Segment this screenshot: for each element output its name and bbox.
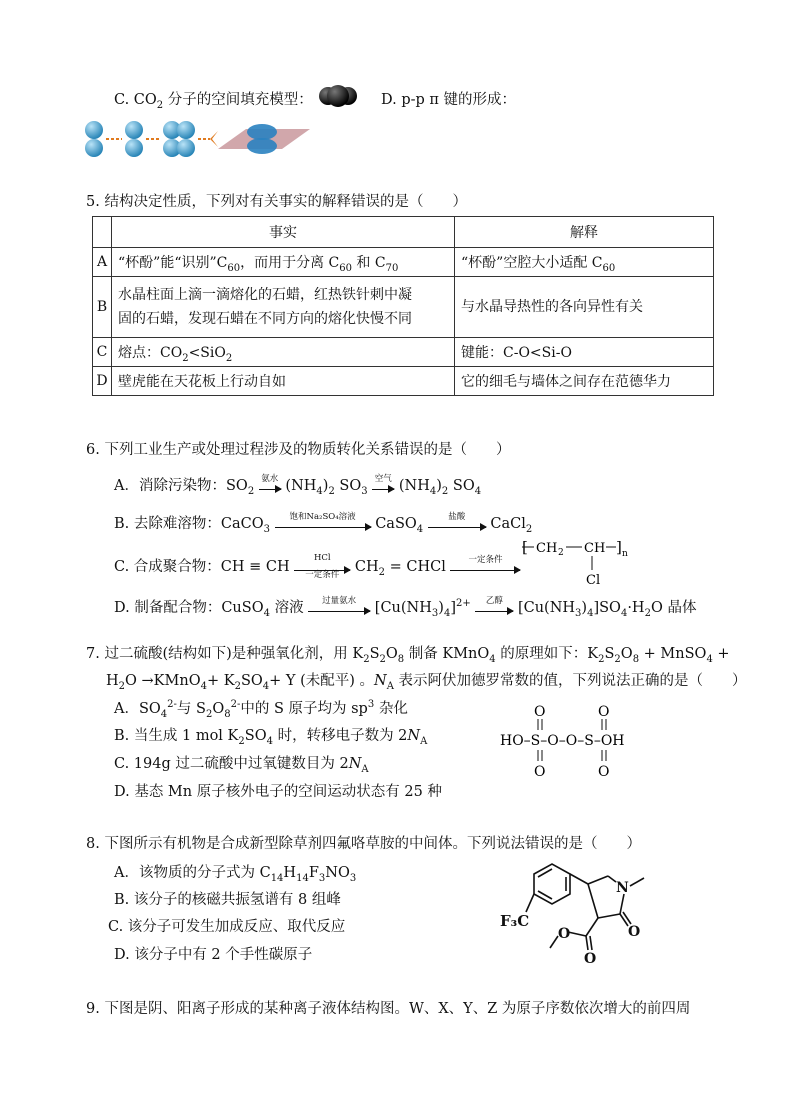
q6-stem: 6. 下列工业生产或处理过程涉及的物质转化关系错误的是（ ）: [86, 442, 511, 458]
q7-option-a: A．$SO_4^{2-}$与 $S_2O_8^{2-}$中的 S 原子均为 $sp^3$ 杂化: [114, 699, 408, 720]
svg-text:O: O: [558, 926, 571, 942]
svg-text:HO–S–O–O–S–OH: HO–S–O–O–S–OH: [500, 733, 625, 749]
svg-text:O: O: [534, 704, 546, 720]
organic-intermediate-structure: [496, 856, 656, 968]
table-row: D 壁虎能在天花板上行动自如 它的细毛与墙体之间存在范德华力: [93, 367, 714, 396]
svg-text:N: N: [616, 880, 629, 896]
svg-text:O: O: [598, 704, 610, 720]
q5-table: [92, 216, 714, 396]
q7-option-d: D. 基态 Mn 原子核外电子的空间运动状态有 25 种: [114, 784, 442, 800]
table-row: A “杯酚”能“识别$”C_{60}$，而用于分离 $C_{60}$ 和 $C_{70}$ “杯酚”空腔大小适配 $C_{60}$: [93, 248, 714, 277]
q8-option-b: B. 该分子的核磁共振氢谱有 8 组峰: [114, 892, 341, 908]
header-fact: 事实: [112, 217, 455, 248]
peroxydisulfuric-acid-structure: [496, 702, 656, 782]
q4-option-c: C. $CO_2$ 分子的空间填充模型：: [114, 92, 313, 111]
q7-option-c: C. 194g 过二硫酸中过氧键数目为 $2N_A$: [114, 756, 369, 775]
p-orbital-overlap: [163, 121, 195, 157]
pvc-polymer-structure: [520, 534, 630, 586]
q7-stem-line1: 7. 过二硫酸(结构如下)是种强氧化剂，用 $K_2S_2O_8$ 制备 KMnO$_4$ 的原理如下：$K_2S_2O_8$ + MnSO$_4$ +: [86, 646, 730, 665]
svg-text:2: 2: [558, 548, 564, 558]
header-explain: 解释: [455, 217, 714, 248]
svg-text:O: O: [534, 764, 546, 780]
p-orbital-1: [85, 121, 103, 157]
q8-option-a: A．该物质的分子式为 $C_{14}H_{14}F_3NO_3$: [114, 865, 357, 884]
p-orbital-2: [125, 121, 143, 157]
table-row: C 熔点：$CO_2<SiO_2$ 键能：C-O<Si-O: [93, 338, 714, 367]
q9-stem: 9. 下图是阴、阳离子形成的某种离子液体结构图。W、X、Y、Z 为原子序数依次增大的前四周: [86, 1001, 691, 1017]
svg-text:O: O: [628, 924, 641, 940]
q6-option-c: C. 合成聚合物：CH ≡ CH HCl 一定条件 $CH_2$ = CHCl 一定条件: [114, 555, 520, 576]
q8-option-d: D. 该分子中有 2 个手性碳原子: [114, 947, 313, 963]
q5-stem: 5. 结构决定性质，下列对有关事实的解释错误的是（ ）: [86, 194, 467, 210]
q6-option-a: A．消除污染物：$SO_2$ 氨水 $(NH_4)_2$ $SO_3$ 空气 $(NH_4)_2$ $SO_4$: [114, 473, 482, 497]
svg-text:[: [: [522, 538, 528, 556]
q8-stem: 8. 下图所示有机物是合成新型除草剂四氟咯草胺的中间体。下列说法错误的是（ ）: [86, 836, 641, 852]
q8-option-c: C. 该分子可发生加成反应、取代反应: [108, 919, 346, 935]
svg-text:]: ]: [616, 538, 622, 556]
p-p-pi-bond-formation-diagram: [82, 119, 314, 159]
table-header-row: [93, 217, 714, 248]
co2-space-filling-model-icon: [318, 82, 358, 110]
svg-text:F₃C: F₃C: [500, 912, 530, 930]
svg-text:O: O: [598, 764, 610, 780]
svg-text:CH: CH: [584, 541, 606, 556]
q4-option-d: D. p-p π 键的形成：: [381, 92, 517, 108]
svg-text:Cl: Cl: [586, 573, 601, 586]
q7-option-b: B. 当生成 1 mol $K_2SO_4$ 时，转移电子数为 $2N_A$: [114, 728, 428, 747]
svg-text:O: O: [584, 951, 597, 967]
svg-text:n: n: [622, 549, 628, 559]
q7-stem-line2: $H_2O$ →KMnO$_4$+ $K_2SO_4+ Y$ (未配平) 。$N_A$ 表示阿伏加德罗常数的值，下列说法正确的是（ ）: [106, 673, 747, 692]
q6-option-d: D. 制备配合物：CuSO$_4$ 溶液 过量氨水 $[Cu(NH_3)_4]^{2+}$ 乙醇 $[Cu(NH_3)_4]SO_4\cdot H_2O$ 晶体: [114, 595, 697, 619]
svg-text:CH: CH: [536, 541, 558, 556]
table-row: B 水晶柱面上滴一滴熔化的石蜡，红热铁针刺中凝 固的石蜡，发现石蜡在不同方向的熔化快慢不同 与水晶导热性的各向异性有关: [93, 277, 714, 338]
q6-option-b: B. 去除难溶物：CaCO$_3$ 饱和Na₂SO₄溶液 CaSO$_4$ 盐酸 CaCl$_2$: [114, 511, 533, 535]
pi-bond-plane: [218, 124, 310, 154]
